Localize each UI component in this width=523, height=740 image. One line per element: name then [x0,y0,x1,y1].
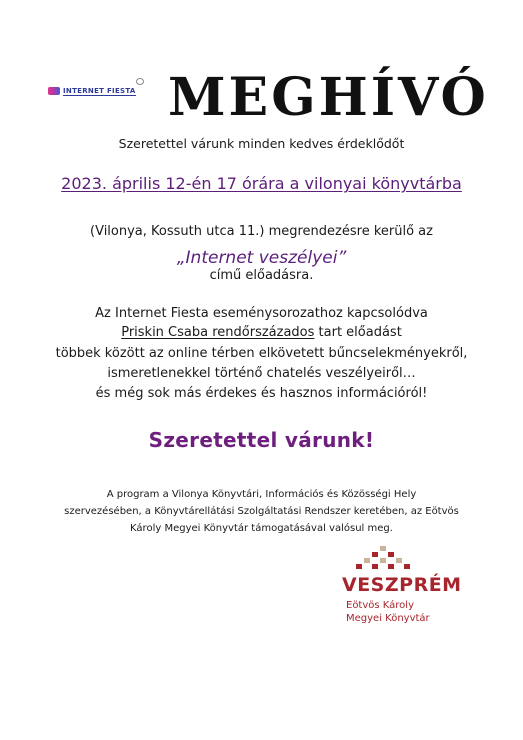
internet-fiesta-logo-icon [48,87,60,95]
talk-suffix: című előadásra. [209,268,314,283]
closing-text: Szeretettel várunk! [148,428,375,452]
speaker-name: Priskin Csaba rendőrszázados [121,325,315,340]
internet-fiesta-logo-text: INTERNET FIESTA [63,86,136,95]
description-line-3: többek között az online térben elkövetett bűncselekményekről, [55,346,468,361]
castle-pattern-icon [356,546,416,572]
page-title: MEGHÍVÓ [168,67,489,128]
welcome-text: Szeretettel várunk minden kedves érdeklődőt [118,136,405,151]
description-line-2 [0,325,523,340]
library-logo-subtitle-1: Eötvös Károly [346,600,414,611]
library-logo [342,546,472,646]
organizers-line-3: Károly Megyei Könyvtár támogatásával valósul meg. [130,523,393,534]
speech-bubble-icon [136,78,144,85]
location-text: (Vilonya, Kossuth utca 11.) megrendezésre kerülő az [90,224,433,239]
library-logo-subtitle-2: Megyei Könyvtár [346,613,430,624]
organizers-line-2: szervezésében, a Könyvtárellátási Szolgáltatási Rendszer keretében, az Eötvös [64,506,459,517]
speaker-suffix: tart előadást [314,325,402,340]
header [0,64,523,130]
organizers-line-1: A program a Vilonya Könyvtári, Információs és Közösségi Hely [106,489,417,500]
description-line-4: ismeretlenekkel történő chatelés veszélyeiről… [107,366,416,381]
talk-title: „Internet veszélyei” [176,248,347,268]
library-logo-name: VESZPRÉM [342,574,462,596]
description-line-1: Az Internet Fiesta eseménysorozathoz kapcsolódva [95,306,428,321]
event-date: 2023. április 12-én 17 órára a vilonyai könyvtárba [61,174,462,193]
internet-fiesta-logo [48,84,140,98]
description-line-5: és még sok más érdekes és hasznos információról! [95,386,428,401]
